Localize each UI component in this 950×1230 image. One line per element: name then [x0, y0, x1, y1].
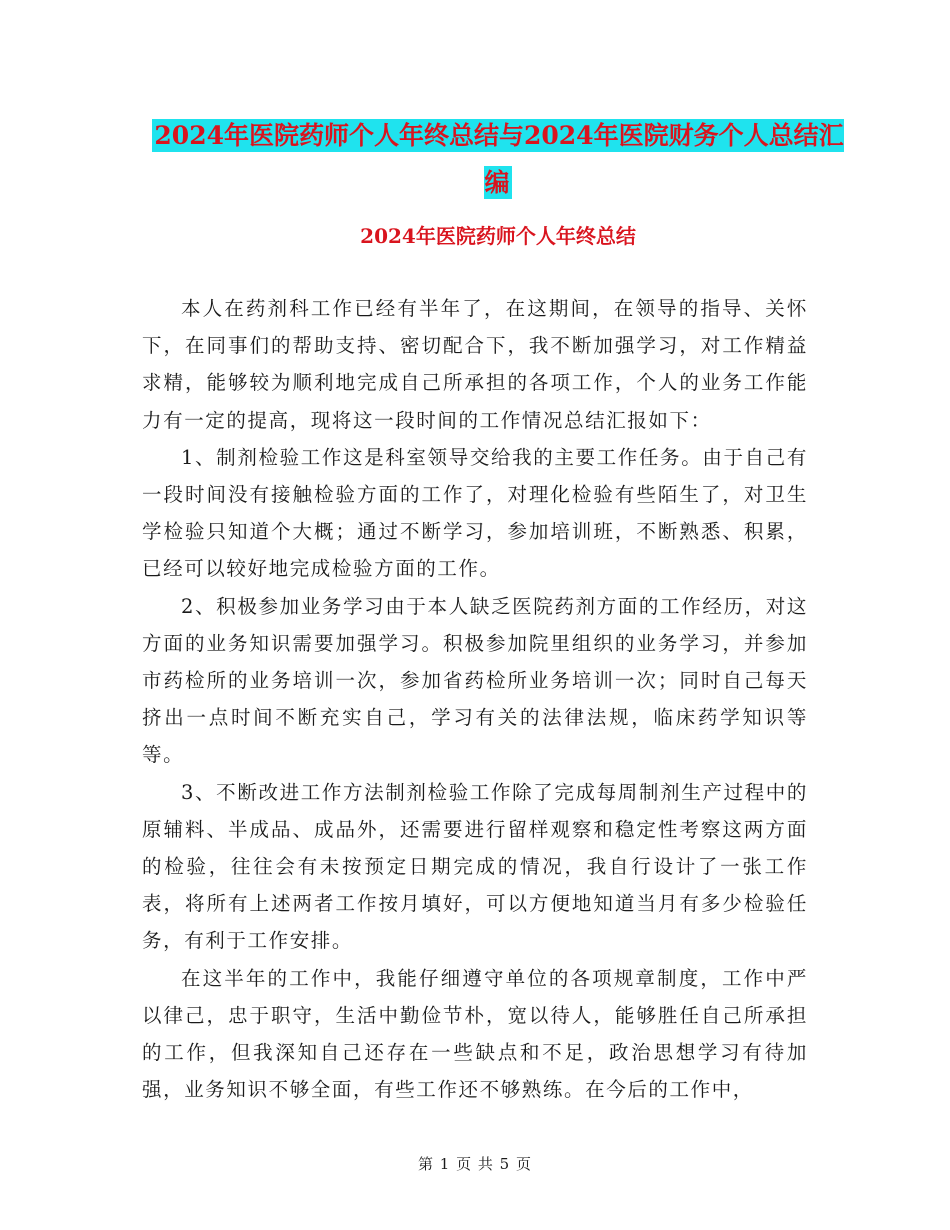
- document-body: [142, 290, 808, 1108]
- document-title-text: 2024年医院药师个人年终总结与2024年医院财务个人总结汇编: [154, 121, 844, 197]
- paragraph-intro: 本人在药剂科工作已经有半年了，在这期间，在领导的指导、关怀下，在同事们的帮助支持、密切配合下，我不断加强学习，对工作精益求精，能够较为顺利地完成自己所承担的各项工作，个人的业务工作能力有一定的提高，现将这一段时间的工作情况总结汇报如下：: [142, 297, 808, 432]
- paragraph-item-1: 1、制剂检验工作这是科室领导交给我的主要工作任务。由于自己有一段时间没有接触检验方面的工作了，对理化检验有些陌生了，对卫生学检验只知道个大概；通过不断学习，参加培训班，不断熟悉、积累，已经可以较好地完成检验方面的工作。: [142, 445, 808, 581]
- document-title: [140, 112, 856, 206]
- section-title: 2024年医院药师个人年终总结: [360, 224, 636, 248]
- page-footer: 第 1 页 共 5 页: [418, 1155, 532, 1173]
- paragraph-summary: 在这半年的工作中，我能仔细遵守单位的各项规章制度，工作中严以律己，忠于职守，生活中勤俭节朴，宽以待人，能够胜任自己所承担的工作，但我深知自己还存在一些缺点和不足，政治思想学习有待加强，业务知识不够全面，有些工作还不够熟练。在今后的工作中，: [142, 966, 808, 1102]
- paragraph-item-2: 2、积极参加业务学习由于本人缺乏医院药剂方面的工作经历，对这方面的业务知识需要加强学习。积极参加院里组织的业务学习，并参加市药检所的业务培训一次，参加省药检所业务培训一次；同时自己每天挤出一点时间不断充实自己，学习有关的法律法规，临床药学知识等等。: [142, 594, 808, 767]
- paragraph-item-3: 3、不断改进工作方法制剂检验工作除了完成每周制剂生产过程中的原辅料、半成品、成品外，还需要进行留样观察和稳定性考察这两方面的检验，往往会有未按预定日期完成的情况，我自行设计了一张工作表，将所有上述两者工作按月填好，可以方便地知道当月有多少检验任务，有利于工作安排。: [142, 780, 808, 953]
